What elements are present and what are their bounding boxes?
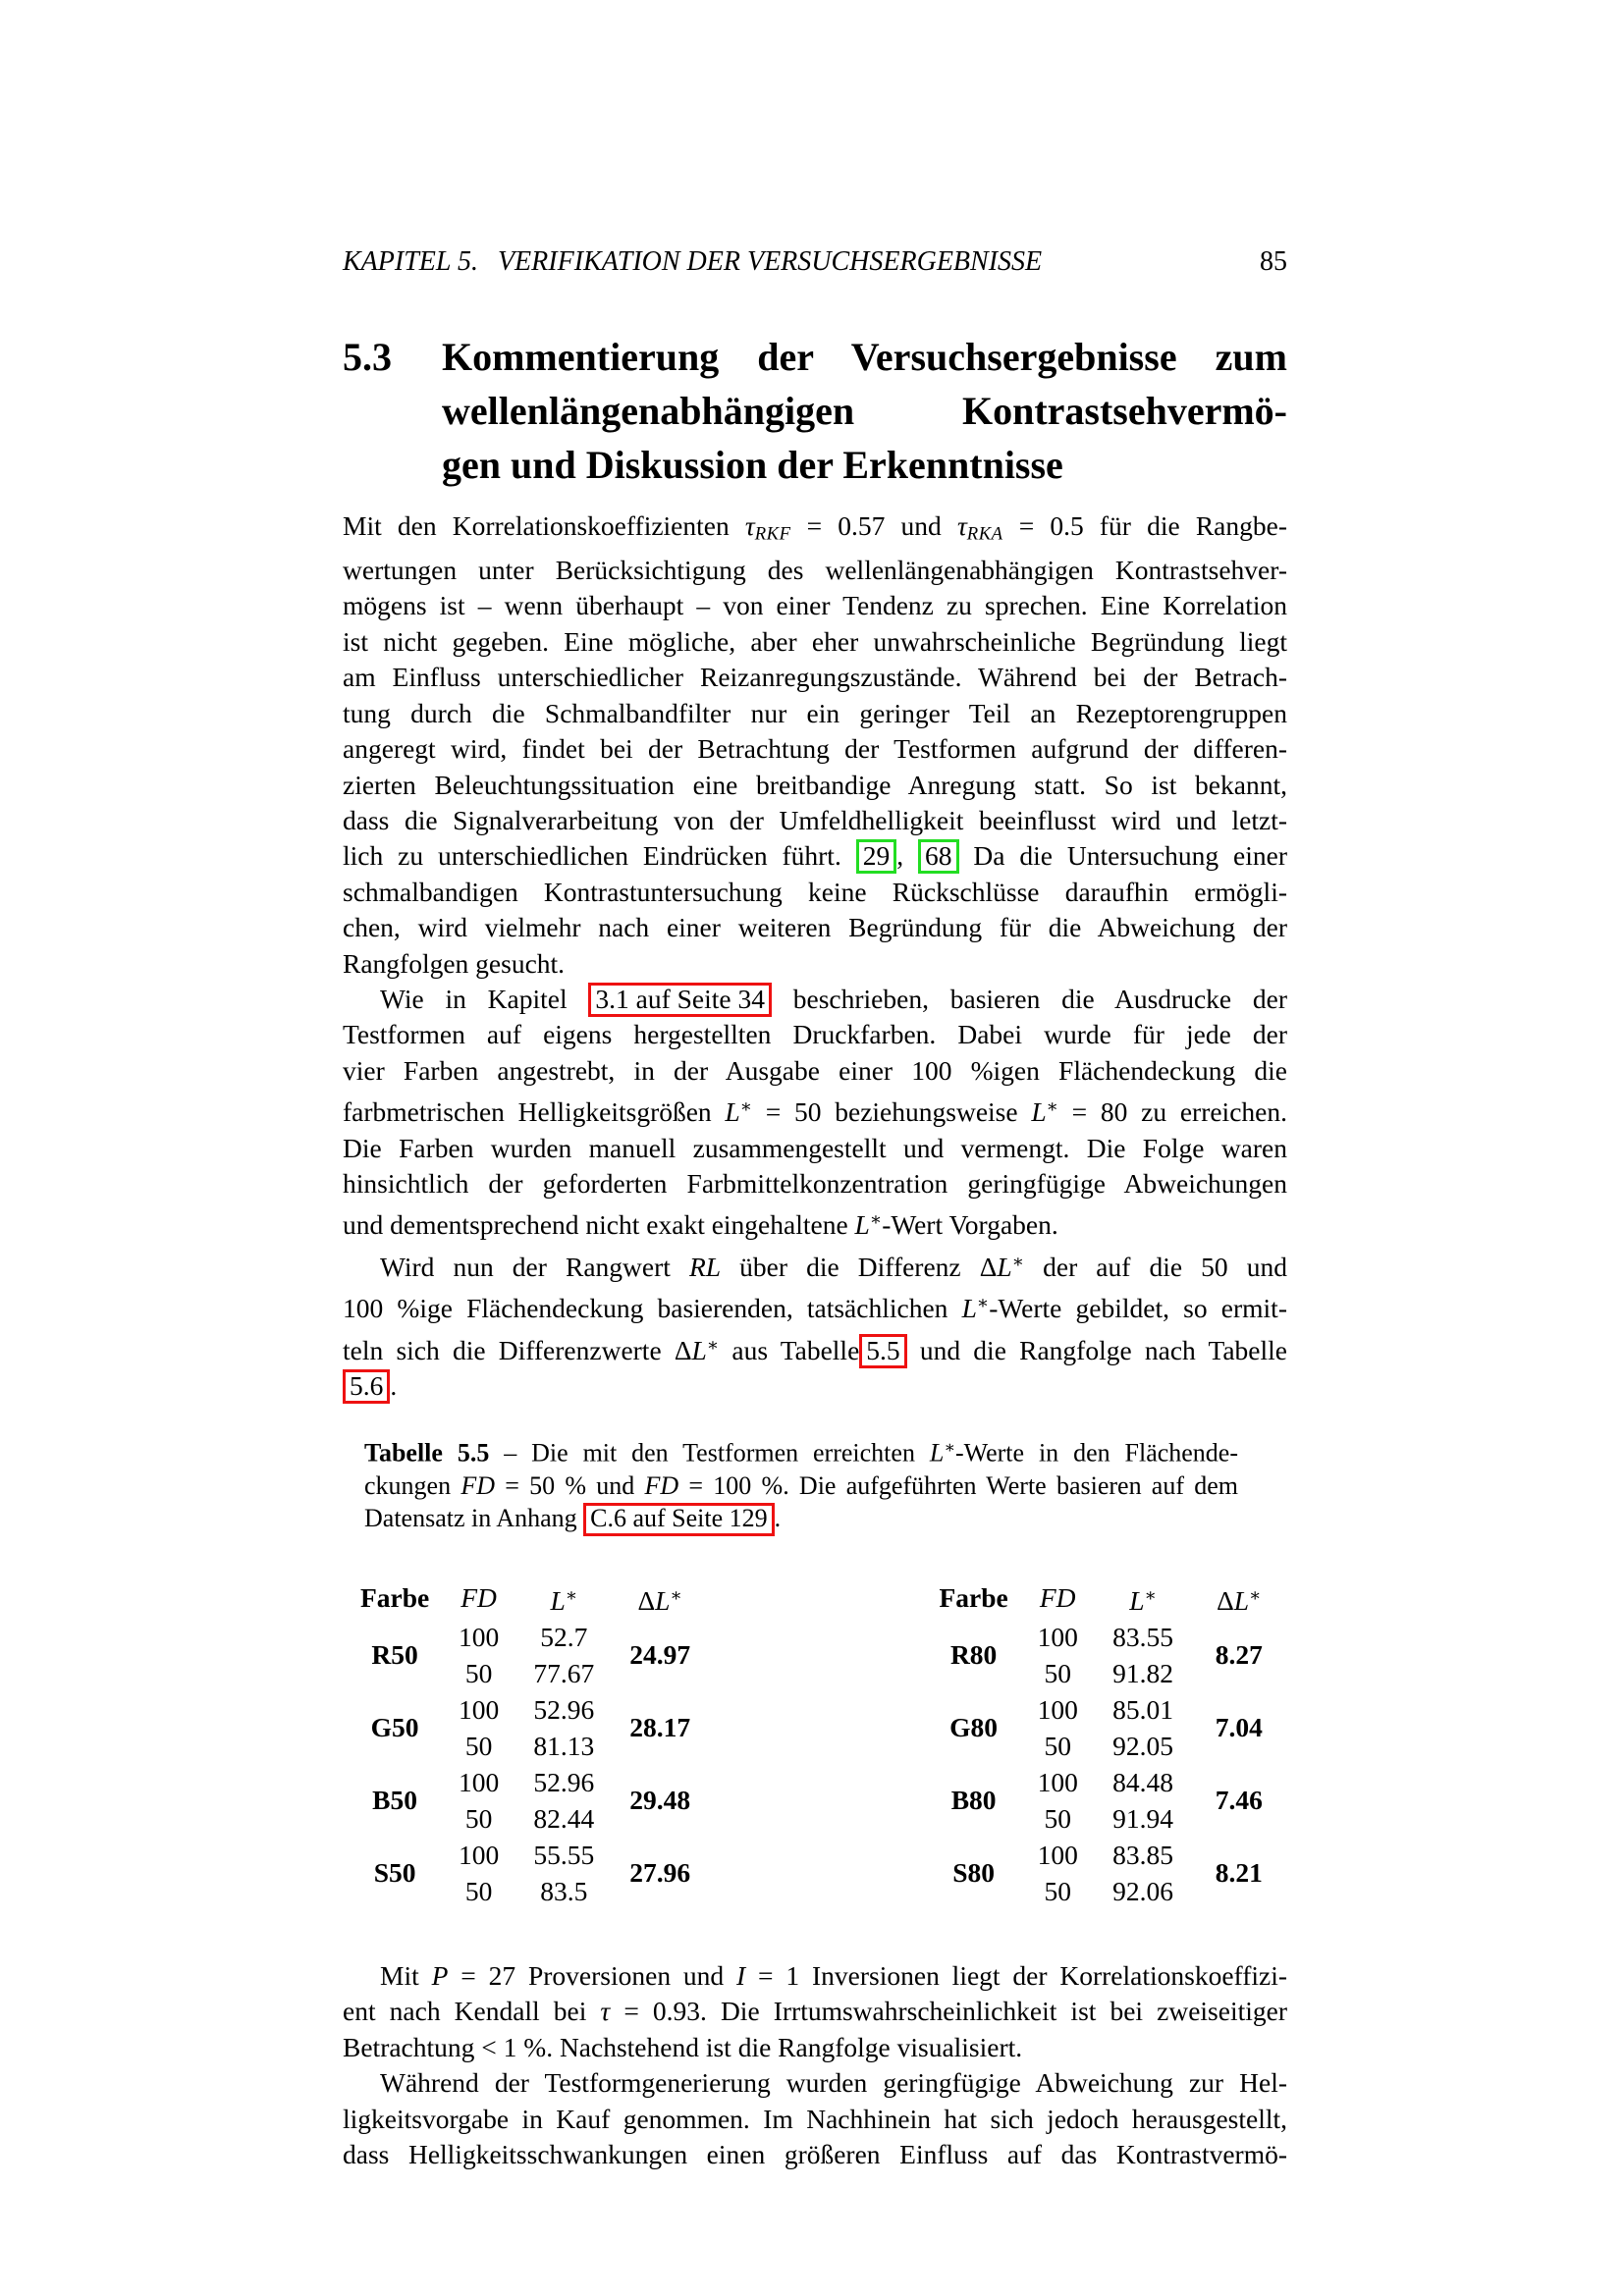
delta-l-cell xyxy=(612,1619,709,1691)
text-line xyxy=(343,910,1287,945)
delta-l-cell xyxy=(612,1764,709,1837)
text-run: wertungen unter Berücksichtigung des wellenlängenabhängigen Kontrastsehver- xyxy=(343,555,1287,586)
text-run: lich zu unterschiedlichen Eindrücken führt. xyxy=(343,840,856,872)
text-run: Während der Testformgenerierung wurden geringfügige Abweichung zur Hel- xyxy=(380,2067,1287,2099)
text-run: 100 xyxy=(458,1621,500,1652)
text-line xyxy=(343,1201,1287,1243)
text-run: 91.94 xyxy=(1112,1802,1174,1834)
math-text: I xyxy=(736,1959,746,1991)
text-run: ∗ xyxy=(976,1293,990,1313)
text-run: -Wert Vorgaben. xyxy=(882,1209,1058,1241)
text-run: ckungen xyxy=(364,1470,461,1500)
text-run: Wie in Kapitel xyxy=(380,983,589,1014)
text-line xyxy=(343,2065,1287,2101)
text-run: am Einfluss unterschiedlicher Reizanregungszustände. Während bei der Betrach- xyxy=(343,662,1287,693)
text-run: . xyxy=(390,1370,398,1402)
delta-l-cell xyxy=(1191,1837,1287,1909)
text-run: ∗ xyxy=(1046,1096,1058,1117)
text-run: Die Farben wurden manuell zusammengestellt und vermengt. Die Folge waren xyxy=(343,1132,1287,1163)
text-line xyxy=(343,803,1287,838)
text-line xyxy=(343,1994,1287,2029)
text-run: ∗ xyxy=(869,1209,883,1230)
farbe-cell xyxy=(928,1837,1020,1909)
text-run: Farbe xyxy=(359,1582,430,1614)
text-line xyxy=(343,624,1287,660)
section-heading xyxy=(343,330,1287,492)
text-line xyxy=(343,875,1287,910)
text-run: 8.27 xyxy=(1215,1639,1263,1671)
text-run: Testformen auf eigens hergestellten Druckfarben. Dabei wurde für jede der xyxy=(343,1019,1287,1050)
delta-l-cell xyxy=(1191,1764,1287,1837)
text-run: chen, wird vielmehr nach einer weiteren Begründung für die Abweichung der xyxy=(343,912,1287,943)
table-row xyxy=(349,1837,709,1873)
text-line xyxy=(343,1327,1287,1368)
text-line xyxy=(343,768,1287,803)
paragraph xyxy=(343,982,1287,1244)
text-run: zierten Beleuchtungssituation eine breitbandige Anregung statt. So ist bekannt, xyxy=(343,769,1287,800)
text-run: 52.96 xyxy=(533,1766,595,1797)
text-run: 82.44 xyxy=(533,1802,595,1834)
text-run: 55.55 xyxy=(533,1839,595,1870)
text-run: 7.04 xyxy=(1215,1712,1263,1743)
ref-link[interactable]: C.6 auf Seite 129 xyxy=(583,1503,775,1536)
text-run: 50 xyxy=(464,1730,493,1761)
text-run: ∗ xyxy=(706,1334,720,1355)
math-text: L xyxy=(854,1209,870,1241)
table-header-row xyxy=(928,1577,1288,1619)
math-text: FD xyxy=(644,1470,679,1500)
table-row xyxy=(928,1619,1288,1655)
page-content xyxy=(343,330,1287,2172)
text-run: ligkeitsvorgabe in Kauf genommen. Im Nachhinein hat sich jedoch herausgestellt, xyxy=(343,2103,1287,2134)
text-run: 100 xyxy=(458,1766,500,1797)
text-run: 100 xyxy=(458,1693,500,1725)
math-text: L xyxy=(655,1584,671,1616)
text-run: – Die mit den Testformen erreichten xyxy=(489,1438,930,1468)
section-number: 5.3 xyxy=(343,335,392,379)
text-run: und dementsprechend nicht exakt eingehaltene xyxy=(343,1209,855,1241)
paragraph xyxy=(343,2065,1287,2172)
text-line xyxy=(343,1166,1287,1201)
text-run: 92.06 xyxy=(1112,1875,1174,1906)
text-line xyxy=(343,982,1287,1017)
text-line xyxy=(343,2137,1287,2172)
text-run: B50 xyxy=(372,1785,417,1816)
math-text: L xyxy=(997,1251,1012,1282)
text-line xyxy=(343,1368,1287,1404)
text-run: tung durch die Schmalbandfilter nur ein geringer Teil an Rezeptorengruppen xyxy=(343,697,1287,728)
ref-link[interactable]: 3.1 auf Seite 34 xyxy=(588,983,772,1017)
text-run: 50 xyxy=(464,1802,493,1834)
math-text: τ xyxy=(600,1996,611,2027)
text-run: ∗ xyxy=(670,1584,682,1605)
text-run: = 100 %. Die aufgeführten Werte basieren auf dem xyxy=(678,1470,1238,1500)
text-line xyxy=(343,1285,1287,1326)
text-run: 85.01 xyxy=(1112,1693,1174,1725)
table-row xyxy=(349,1691,709,1728)
text-line xyxy=(343,2102,1287,2137)
text-line xyxy=(364,1431,1238,1469)
table-caption xyxy=(364,1431,1238,1536)
text-run: 8.21 xyxy=(1215,1857,1263,1889)
text-run: Mit xyxy=(380,1959,432,1991)
text-line xyxy=(343,2030,1287,2065)
table-header-row xyxy=(349,1577,709,1619)
table-row xyxy=(349,1764,709,1800)
text-run: über die Differenz Δ xyxy=(721,1251,998,1282)
text-run: 83.55 xyxy=(1112,1621,1174,1652)
text-line xyxy=(364,1469,1238,1503)
math-text: FD xyxy=(1039,1582,1076,1614)
text-line xyxy=(343,553,1287,588)
text-run: Farbe xyxy=(939,1582,1008,1614)
math-text: τ xyxy=(744,510,755,541)
text-run: = 50 % und xyxy=(495,1470,645,1500)
text-run: R50 xyxy=(371,1639,418,1671)
text-run: teln sich die Differenzwerte Δ xyxy=(343,1334,692,1365)
text-line xyxy=(343,1244,1287,1285)
text-run: 50 xyxy=(1044,1657,1071,1688)
ref-link[interactable]: 5.6 xyxy=(343,1369,390,1404)
farbe-cell xyxy=(928,1619,1020,1691)
text-line xyxy=(343,946,1287,982)
text-run: Datensatz in Anhang xyxy=(364,1504,584,1533)
text-run: dass die Signalverarbeitung von der Umfeldhelligkeit beeinflusst wird und letzt- xyxy=(343,804,1287,835)
text-run: = 0.5 für die Rangbe- xyxy=(1002,510,1287,541)
ref-link[interactable]: 5.5 xyxy=(859,1334,906,1368)
text-run: der auf die 50 und xyxy=(1024,1251,1287,1282)
text-run: 77.67 xyxy=(533,1657,595,1688)
text-run: Mit den Korrelationskoeffizienten xyxy=(343,510,745,541)
math-text: L xyxy=(691,1334,707,1365)
text-run: 84.48 xyxy=(1112,1766,1174,1797)
text-run: 92.05 xyxy=(1112,1730,1174,1761)
text-run: 100 %ige Flächendeckung basierenden, tatsächlichen xyxy=(343,1293,962,1324)
math-text: FD xyxy=(460,1582,497,1614)
body-paragraphs-top xyxy=(343,508,1287,1405)
text-run: 50 xyxy=(1044,1875,1071,1906)
running-header-text xyxy=(343,246,1042,278)
farbe-cell xyxy=(349,1764,441,1837)
text-run: , xyxy=(896,840,919,872)
text-run: vier Farben angestrebt, in der Ausgabe einer 100 %igen Flächendeckung die xyxy=(343,1054,1287,1086)
text-run: 27.96 xyxy=(629,1857,691,1889)
farbe-cell xyxy=(349,1691,441,1764)
paragraph xyxy=(343,1244,1287,1405)
text-line xyxy=(364,1502,1238,1536)
table-row xyxy=(928,1764,1288,1800)
math-text: L xyxy=(961,1293,977,1324)
text-run: angeregt wird, findet bei der Betrachtung der Testformen aufgrund der differen- xyxy=(343,733,1287,765)
table-row xyxy=(928,1837,1288,1873)
text-run: farbmetrischen Helligkeitsgrößen xyxy=(343,1096,726,1128)
text-line xyxy=(343,1053,1287,1089)
text-run: = 27 Proversionen und xyxy=(448,1959,737,1991)
text-run: ist nicht gegeben. Eine mögliche, aber eher unwahrscheinliche Begründung liegt xyxy=(343,625,1287,657)
citation-link[interactable]: 68 xyxy=(918,839,959,874)
text-run: mögens ist – wenn überhaupt – von einer Tendenz zu sprechen. Eine Korrelation xyxy=(343,590,1287,621)
text-run: hinsichtlich der geforderten Farbmittelkonzentration geringfügige Abweichungen xyxy=(343,1168,1287,1200)
math-text: L xyxy=(1233,1584,1250,1616)
paragraph xyxy=(343,508,1287,982)
text-run: 29.48 xyxy=(629,1785,691,1816)
lstar-table-80 xyxy=(928,1577,1288,1909)
delta-l-cell xyxy=(612,1837,709,1909)
text-run: = 80 zu erreichen. xyxy=(1057,1096,1287,1128)
text-run: 24.97 xyxy=(629,1639,691,1671)
text-run: 50 xyxy=(1044,1730,1071,1761)
text-run: 50 xyxy=(1044,1802,1071,1834)
text-line xyxy=(343,508,1287,553)
math-text: L xyxy=(1031,1096,1047,1128)
farbe-cell xyxy=(349,1837,441,1909)
farbe-cell xyxy=(349,1619,441,1691)
lstar-tables xyxy=(343,1577,1287,1909)
text-run: ∗ xyxy=(944,1437,955,1457)
text-run: 100 xyxy=(1037,1693,1078,1725)
text-run: = 0.57 und xyxy=(790,510,957,541)
math-text: P xyxy=(431,1959,449,1991)
text-line xyxy=(343,1089,1287,1130)
text-run: schmalbandigen Kontrastuntersuchung keine Rückschlüsse daraufhin ermögli- xyxy=(343,876,1287,907)
text-run: . xyxy=(774,1504,782,1533)
text-run: aus Tabelle xyxy=(719,1334,860,1365)
text-run: S50 xyxy=(373,1857,416,1889)
text-line xyxy=(343,731,1287,767)
text-run: 91.82 xyxy=(1112,1657,1174,1688)
text-run: S80 xyxy=(952,1857,996,1889)
text-line xyxy=(343,1017,1287,1052)
text-run: 52.7 xyxy=(540,1621,588,1652)
text-run: R80 xyxy=(949,1639,998,1671)
table-row xyxy=(349,1619,709,1655)
text-run: B80 xyxy=(950,1785,997,1816)
section-title xyxy=(442,330,1287,492)
text-run: 81.13 xyxy=(533,1730,595,1761)
text-run: Rangfolgen gesucht. xyxy=(343,947,566,979)
text-run: Wird nun der Rangwert xyxy=(380,1251,689,1282)
running-header xyxy=(343,246,1287,278)
text-run: ∗ xyxy=(1011,1251,1025,1271)
text-line xyxy=(343,1131,1287,1166)
text-run: 83.85 xyxy=(1112,1839,1174,1870)
text-run: 83.5 xyxy=(540,1875,588,1906)
math-text: τ xyxy=(956,510,967,541)
text-run: 28.17 xyxy=(629,1712,691,1743)
text-run: ∗ xyxy=(565,1584,578,1605)
math-text: L xyxy=(725,1096,740,1128)
text-run: ∗ xyxy=(1249,1584,1262,1605)
section-title-line: Kommentierung der Versuchsergebnisse zum xyxy=(442,335,1287,379)
text-line xyxy=(343,696,1287,731)
text-run: -Werte in den Flächende- xyxy=(954,1438,1239,1468)
chapter-label: KAPITEL 5. xyxy=(343,246,478,277)
text-line xyxy=(343,660,1287,695)
delta-l-cell xyxy=(1191,1619,1287,1691)
text-line xyxy=(343,588,1287,623)
text-run: 100 xyxy=(1037,1839,1078,1870)
math-text: L xyxy=(1129,1584,1145,1616)
chapter-title: VERIFIKATION DER VERSUCHSERGEBNISSE xyxy=(497,246,1043,277)
text-run: 50 xyxy=(464,1875,493,1906)
text-run: 52.96 xyxy=(533,1693,595,1725)
text-run: = 50 beziehungsweise xyxy=(752,1096,1032,1128)
math-text: L xyxy=(550,1584,566,1616)
text-run: 100 xyxy=(458,1839,500,1870)
farbe-cell xyxy=(928,1764,1020,1837)
text-run: = 1 Inversionen liegt der Korrelationskoeffizi- xyxy=(745,1959,1288,1991)
text-run: und die Rangfolge nach Tabelle xyxy=(906,1334,1288,1365)
section-title-line: wellenlängenabhängigen Kontrastsehvermö- xyxy=(442,389,1287,433)
text-run: G50 xyxy=(370,1712,419,1743)
section-title-line: gen und Diskussion der Erkenntnisse xyxy=(442,443,1063,487)
page-number: 85 xyxy=(1260,246,1287,277)
text-run: = 0.93. Die Irrtumswahrscheinlichkeit ist bei zweiseitiger xyxy=(610,1996,1287,2027)
delta-l-cell xyxy=(1191,1691,1287,1764)
text-run: ent nach Kendall bei xyxy=(343,1996,601,2027)
text-run: ∗ xyxy=(1144,1584,1157,1605)
text-run: beschrieben, basieren die Ausdrucke der xyxy=(771,983,1288,1014)
delta-l-cell xyxy=(612,1691,709,1764)
farbe-cell xyxy=(928,1691,1020,1764)
text-run: Tabelle 5.5 xyxy=(364,1438,490,1468)
text-run: Da die Untersuchung einer xyxy=(958,840,1288,872)
text-run: 100 xyxy=(1037,1766,1078,1797)
text-run: Δ xyxy=(1217,1584,1234,1616)
text-run: RKF xyxy=(754,523,791,545)
paragraph xyxy=(343,1958,1287,2065)
citation-link[interactable]: 29 xyxy=(856,839,897,874)
text-run: RKA xyxy=(966,523,1003,545)
text-run: G80 xyxy=(949,1712,999,1743)
text-run: 100 xyxy=(1037,1621,1078,1652)
text-run: 50 xyxy=(464,1657,493,1688)
text-run: 7.46 xyxy=(1215,1785,1263,1816)
text-line xyxy=(343,838,1287,874)
text-run: Betrachtung < 1 %. Nachstehend ist die Rangfolge visualisiert. xyxy=(343,2031,1023,2062)
body-paragraphs-bottom xyxy=(343,1958,1287,2172)
text-run: ∗ xyxy=(739,1096,753,1117)
text-line xyxy=(343,1958,1287,1994)
text-run: -Werte gebildet, so ermit- xyxy=(989,1293,1287,1324)
math-text: RL xyxy=(689,1251,722,1282)
lstar-table-50 xyxy=(349,1577,709,1909)
math-text: L xyxy=(929,1438,945,1468)
text-run: dass Helligkeitsschwankungen einen größeren Einfluss auf das Kontrastvermö- xyxy=(343,2138,1287,2169)
text-run: Δ xyxy=(637,1584,656,1616)
math-text: FD xyxy=(460,1470,495,1500)
table-row xyxy=(928,1691,1288,1728)
